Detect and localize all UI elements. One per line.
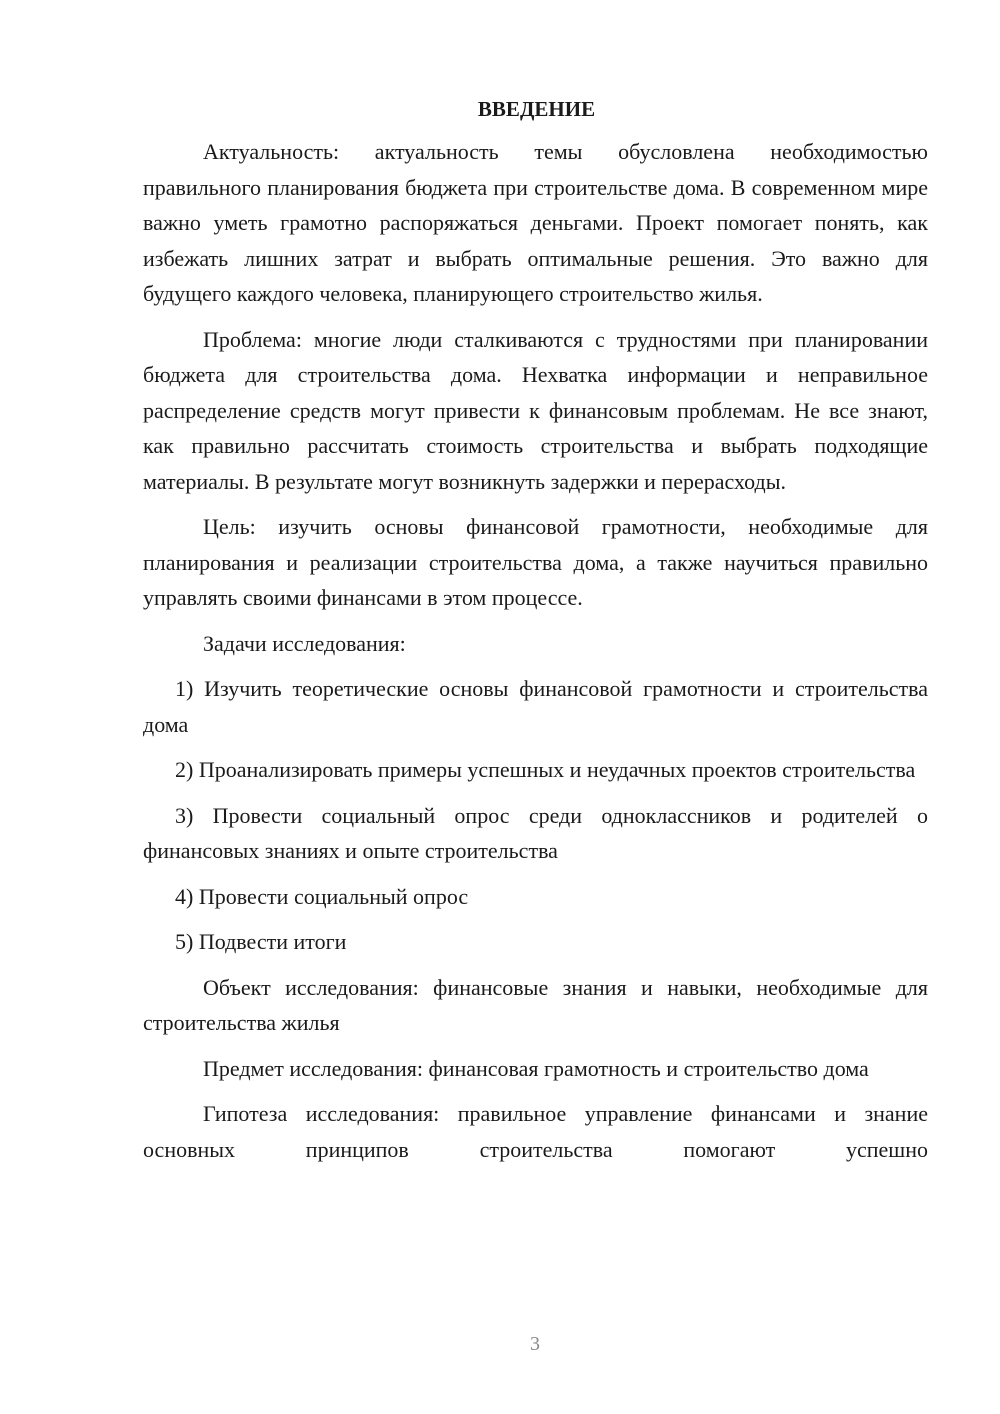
task-item-3: 3) Провести социальный опрос среди одноклассников и родителей о финансовых знаниях и опыте строительства (143, 802, 928, 863)
goal-paragraph: Цель: изучить основы финансовой грамотности, необходимые для планирования и реализации строительства дома, а также научиться правильно управлять своими финансами в этом процессе. (143, 514, 928, 610)
page-content (143, 92, 928, 1167)
task-item-2: 2) Проанализировать примеры успешных и неудачных проектов строительства (175, 757, 916, 782)
task-item-1: 1) Изучить теоретические основы финансовой грамотности и строительства дома (143, 676, 928, 737)
hypothesis-paragraph: Гипотеза исследования: правильное управление финансами и знание основных принципов строительства помогают успешно (143, 1101, 928, 1162)
subject-paragraph: Предмет исследования: финансовая грамотность и строительство дома (203, 1055, 869, 1081)
page-number: 3 (530, 1333, 540, 1355)
tasks-heading: Задачи исследования: (203, 630, 406, 656)
problem-paragraph: Проблема: многие люди сталкиваются с трудностями при планировании бюджета для строительства дома. Нехватка информации и неправильное распределение средств могут привести к финансовым проблемам. Не все знают, как правильно рассчитать стоимость строительства и выбрать подходящие материалы. В результате могут возникнуть задержки и перерасходы. (143, 326, 928, 494)
section-title: ВВЕДЕНИЕ (477, 97, 596, 121)
object-paragraph: Объект исследования: финансовые знания и навыки, необходимые для строительства жилья (143, 974, 928, 1035)
task-item-4: 4) Провести социальный опрос (175, 883, 469, 909)
relevance-paragraph: Актуальность: актуальность темы обусловлена необходимостью правильного планирования бюджета при строительстве дома. В современном мире важно уметь грамотно распоряжаться деньгами. Проект помогает понять, как избежать лишних затрат и выбрать оптимальные решения. Это важно для будущего каждого человека, планирующего строительство жилья. (143, 139, 928, 306)
task-item-5: 5) Подвести итоги (175, 929, 347, 954)
